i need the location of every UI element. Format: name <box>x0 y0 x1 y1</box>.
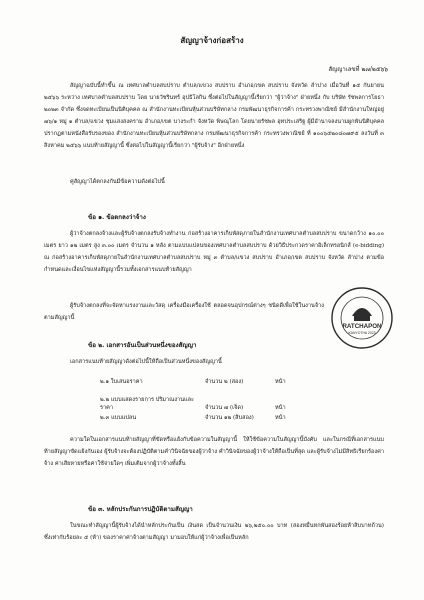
attachment-row <box>100 396 330 412</box>
stamp-subtitle: KANYOTHA 2023 <box>348 331 376 335</box>
attachment-qty: จำนวน ๑๒ (สิบสอง) <box>205 415 254 421</box>
agreement-line: คู่สัญญาได้ตกลงกันมีข้อความดังต่อไปนี้ <box>70 179 165 185</box>
clause-2-heading: ข้อ ๒. เอกสารอันเป็นส่วนหนึ่งของสัญญา <box>88 342 197 349</box>
stamp-name: RATCHAPON <box>342 323 382 330</box>
attachment-row <box>100 378 330 386</box>
attachment-row <box>100 414 330 422</box>
clause-1-body-2: ผู้รับจ้างตกลงที่จะจัดหาแรงงานและวัสดุ เครื่องมือเครื่องใช้ ตลอดจนอุปกรณ์ต่างๆ ชนิดดีเพื่อใช้ในงานจ้างตามสัญญานี้ <box>44 303 324 321</box>
company-stamp <box>330 286 394 350</box>
clause-1-heading: ข้อ ๑. ข้อตกลงว่าจ้าง <box>88 214 146 221</box>
attachment-unit: หน้า <box>275 379 286 385</box>
document-title: สัญญาจ้างก่อสร้าง <box>180 35 244 45</box>
contract-number: สัญญาเลขที่ ๒๗/๒๕๖๖ <box>328 66 388 73</box>
attachment-unit: หน้า <box>275 405 286 411</box>
stamp-emblem-icon <box>352 304 372 321</box>
clause-1-body: ผู้ว่าจ้างตกลงจ้างและผู้รับจ้างตกลงรับจ้างทำงาน ก่อสร้างอาคารเก็บพัสดุภายในสำนักงานเทศบาลตำบลสบปราบ ขนาดกว้าง ๑๐.๐๐ เมตร ยาว ๑๒ เมตร สูง ๓.๐๐ เมตร จำนวน ๑ หลัง ตามแบบแปลนของเทศบาลตำบลสบปราบ ด้วยวิธีประกวดราคาอิเล็กทรอนิกส์ (e-bidding) ณ ก่อสร้างอาคารเก็บพัสดุภายในสำนักงานเทศบาลตำบลสบปราบ หมู่ ๓ ตำบล/แขวง สบปราบ อำเภอ/เขต สบปราบ จังหวัด ลำปาง ตามข้อกำหนดและเงื่อนไขแห่งสัญญานี้รวมทั้งเอกสารแนบท้ายสัญญา <box>44 231 384 273</box>
clause-3-body: ในขณะทำสัญญานี้ผู้รับจ้างได้นำหลักประกันเป็น เงินสด เป็นจำนวนเงิน ๒๖,๒๕๐.๐๐ บาท (สองหมื่นหกพันสองร้อยห้าสิบบาทถ้วน) ซึ่งเท่ากับร้อยละ ๕ (ห้า) ของราคาค่าจ้างตามสัญญา มามอบให้แก่ผู้ว่าจ้างเพื่อเป็นหลัก <box>44 523 384 541</box>
clause-2-intro: เอกสารแนบท้ายสัญญาดังต่อไปนี้ให้ถือเป็นส่วนหนึ่งของสัญญานี้ <box>70 359 222 365</box>
attachment-desc: ๒.๓ แบบแปลน <box>100 415 137 421</box>
attachment-qty: จำนวน ๒ (สอง) <box>205 379 244 385</box>
clause-2-body: ความใดในเอกสารแนบท้ายสัญญาที่ขัดหรือแย้งกับข้อความในสัญญานี้ ให้ใช้ข้อความในสัญญานี้บังคับ และในกรณีที่เอกสารแนบท้ายสัญญาขัดแย้งกันเอง ผู้รับจ้างจะต้องปฏิบัติตามคำวินิจฉัยของผู้ว่าจ้าง คำวินิจฉัยของผู้ว่าจ้างให้ถือเป็นที่สุด และผู้รับจ้างไม่มีสิทธิเรียกร้องค่าจ้าง ค่าเสียหายหรือค่าใช้จ่ายใดๆ เพิ่มเติมจากผู้ว่าจ้างทั้งสิ้น <box>44 437 384 467</box>
attachment-unit: หน้า <box>275 415 286 421</box>
clause-3-heading: ข้อ ๓. หลักประกันการปฏิบัติตามสัญญา <box>88 506 193 513</box>
intro-paragraph: สัญญาฉบับนี้ทำขึ้น ณ เทศบาลตำบลสบปราบ ตำบล/แขวง สบปราบ อำเภอ/เขต สบปราบ จังหวัด ลำปาง เมื่อวันที่ ๑๕ กันยายน ๒๕๖๖ ระหว่าง เทศบาลตำบลสบปราบ โดย นายวัชรินทร์ อุปธิโลกิน ซึ่งต่อไปในสัญญานี้เรียกว่า "ผู้ว่าจ้าง" ฝ่ายหนึ่ง กับ บริษัท รัชพลการโยธา ๒๐๒๓ จำกัด ซึ่งจดทะเบียนเป็นนิติบุคคล ณ สำนักงานทะเบียนหุ้นส่วนบริษัทกลาง กรมพัฒนาธุรกิจการค้า กระทรวงพาณิชย์ มีสำนักงานใหญ่อยู่ ๗๖/๑ หมู่ ๑ ตำบล/แขวง ชุมแสงสงคราม อำเภอ/เขต บางระกำ จังหวัด พิษณุโลก โดยนายรัชพล อุทประเสริฐ ผู้มีอำนาจลงนามผูกพันนิติบุคคลปรากฏตามหนังสือรับรองของ สำนักงานทะเบียนหุ้นส่วนบริษัทกลาง กรมพัฒนาธุรกิจการค้า กระทรวงพาณิชย์ ที่ ๑๐๐๖๕๒๐๘๐๗๙๕ ลงวันที่ ๓ สิงหาคม ๒๕๖๖ แนบท้ายสัญญานี้ ซึ่งต่อไปในสัญญานี้เรียกว่า "ผู้รับจ้าง" อีกฝ่ายหนึ่ง <box>44 83 384 149</box>
attachment-desc: ๒.๑ ใบเสนอราคา <box>100 379 143 385</box>
attachment-desc: ๒.๒ แบบแสดงรายการ ปริมาณงานและราคา <box>100 397 195 411</box>
attachment-qty: จำนวน ๗ (เจ็ด) <box>205 405 244 411</box>
